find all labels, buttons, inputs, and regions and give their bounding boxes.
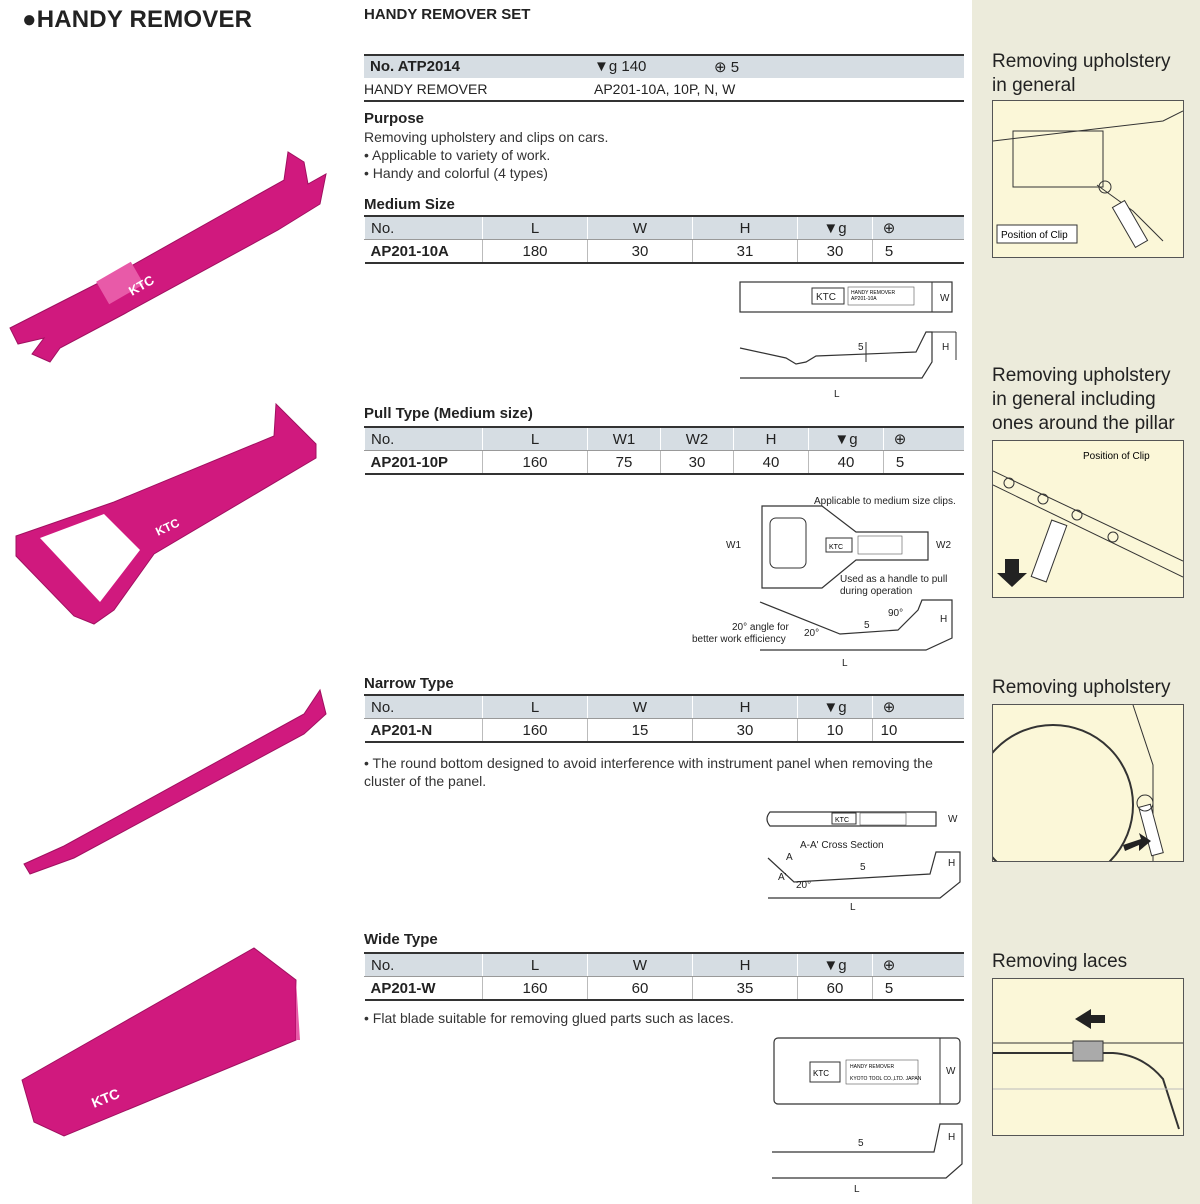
col-qty-icon: ⊕ [873, 953, 906, 977]
usage-illustration-1 [992, 100, 1184, 258]
pull-spec-table [364, 426, 964, 475]
marker-a2: A' [778, 872, 787, 883]
note-deg20: 20° [804, 628, 820, 639]
cell-w1: 75 [588, 451, 661, 475]
note-deg20: 20° [796, 880, 812, 891]
col-l: L [483, 216, 588, 240]
cell-weight: 60 [798, 977, 873, 1001]
cell-h: 31 [693, 240, 798, 264]
label-line1: HANDY REMOVER [851, 290, 896, 296]
usage-illustration-4 [992, 978, 1184, 1136]
col-weight: ▼g [809, 427, 884, 451]
col-weight: ▼g [798, 695, 873, 719]
product-image-medium [4, 140, 344, 380]
cell-l: 160 [483, 977, 588, 1001]
col-w1: W1 [588, 427, 661, 451]
narrow-dimension-drawing [760, 802, 970, 914]
col-w: W [588, 953, 693, 977]
label-line1: HANDY REMOVER [850, 1064, 895, 1070]
cell-l: 180 [483, 240, 588, 264]
cell-l: 160 [483, 451, 588, 475]
usage-caption-1: Position of Clip [1001, 230, 1068, 241]
wide-heading: Wide Type [364, 931, 438, 948]
set-qty: 5 [730, 59, 740, 76]
dim-thickness: 5 [860, 862, 866, 873]
set-weight: 140 [621, 58, 647, 75]
cell-no: AP201-10A [365, 240, 483, 264]
usage-label-1: Removing upholstery in general [992, 51, 1171, 96]
cell-qty: 5 [873, 977, 906, 1001]
cell-qty: 10 [873, 719, 906, 743]
down-arrow-icon [997, 559, 1027, 587]
page-title: ●HANDY REMOVER [22, 6, 253, 33]
wide-note: • Flat blade suitable for removing glued parts such as laces. [364, 1010, 734, 1026]
medium-spec-table [364, 215, 964, 264]
brand-logo: KTC [126, 272, 157, 299]
brand-logo: KTC [153, 515, 182, 539]
purpose-heading: Purpose [364, 110, 425, 127]
product-image-wide [4, 940, 344, 1140]
col-no: No. [365, 953, 483, 977]
cell-no: AP201-10P [365, 451, 483, 475]
product-image-pull [4, 396, 344, 636]
dim-h: H [948, 858, 956, 869]
label-brand: KTC [835, 817, 849, 824]
cell-no: AP201-N [365, 719, 483, 743]
label-brand: KTC [813, 1069, 829, 1078]
purpose-bullet: • Handy and colorful (4 types) [364, 165, 548, 181]
dim-h: H [948, 1132, 956, 1143]
cell-h: 35 [693, 977, 798, 1001]
cell-w2: 30 [661, 451, 734, 475]
narrow-spec-table [364, 694, 964, 743]
col-l: L [483, 427, 588, 451]
box-icon: ⊕ 5 [714, 59, 740, 76]
col-l: L [483, 953, 588, 977]
cell-w: 30 [588, 240, 693, 264]
dim-w: W [940, 293, 950, 304]
usage-caption-2: Position of Clip [1083, 451, 1150, 462]
dim-w1: W1 [726, 540, 741, 551]
set-table-header [364, 54, 964, 78]
usage-illustration-3 [992, 704, 1184, 862]
product-image-narrow [4, 684, 344, 884]
cell-h: 40 [734, 451, 809, 475]
note-handle2: during operation [840, 586, 913, 597]
dim-l: L [842, 658, 848, 669]
col-no: No. [365, 695, 483, 719]
dim-l: L [850, 902, 856, 913]
cell-w: 15 [588, 719, 693, 743]
col-l: L [483, 695, 588, 719]
dim-thickness: 5 [858, 342, 864, 353]
cell-h: 30 [693, 719, 798, 743]
col-w2: W2 [661, 427, 734, 451]
dim-w: W [946, 1066, 956, 1077]
col-w: W [588, 216, 693, 240]
col-w: W [588, 695, 693, 719]
dim-thickness: 5 [858, 1138, 864, 1149]
marker-a: A [786, 852, 793, 863]
purpose-bullet: • Applicable to variety of work. [364, 147, 550, 163]
col-h: H [693, 216, 798, 240]
cell-weight: 10 [798, 719, 873, 743]
label-brand: KTC [816, 292, 836, 303]
col-no: No. [365, 427, 483, 451]
usage-label-3: Removing upholstery [992, 677, 1171, 698]
cell-qty: 5 [884, 451, 917, 475]
cross-section: A-A' Cross Section [800, 840, 884, 851]
set-contents: AP201-10A, 10P, N, W [594, 81, 736, 97]
dim-h: H [940, 614, 948, 625]
set-table [364, 54, 964, 102]
wide-dimension-drawing [766, 1034, 968, 1196]
label-line3: KYOTO TOOL CO.,LTD. JAPAN [850, 1076, 922, 1082]
note-handle1: Used as a handle to pull [840, 574, 948, 585]
pull-dimension-drawing [690, 490, 970, 670]
narrow-note: • The round bottom designed to avoid interference with instrument panel when removing the cluster of the panel. [364, 754, 964, 790]
dim-w: W [948, 814, 958, 825]
usage-label-2: Removing upholstery in general including ones around the pillar [992, 365, 1175, 434]
cell-weight: 40 [809, 451, 884, 475]
note-angle2: better work efficiency [692, 634, 786, 645]
label-line2: AP201-10A [851, 296, 877, 302]
weight-icon: ▼g 140 [594, 58, 647, 75]
cell-no: AP201-W [365, 977, 483, 1001]
label-brand: KTC [829, 544, 843, 551]
wide-spec-table [364, 952, 964, 1001]
set-number: No. ATP2014 [370, 58, 461, 75]
narrow-heading: Narrow Type [364, 675, 454, 692]
cell-l: 160 [483, 719, 588, 743]
medium-dimension-drawing [736, 280, 966, 400]
col-qty-icon: ⊕ [873, 695, 906, 719]
col-h: H [734, 427, 809, 451]
cell-weight: 30 [798, 240, 873, 264]
note-clips: Applicable to medium size clips. [814, 496, 956, 507]
col-h: H [693, 695, 798, 719]
set-title: HANDY REMOVER SET [364, 6, 531, 23]
dim-h: H [942, 342, 950, 353]
left-arrow-icon [1075, 1009, 1105, 1029]
usage-label-4: Removing laces [992, 951, 1128, 972]
dim-w2: W2 [936, 540, 951, 551]
cell-qty: 5 [873, 240, 906, 264]
col-qty-icon: ⊕ [884, 427, 917, 451]
col-weight: ▼g [798, 953, 873, 977]
medium-heading: Medium Size [364, 196, 455, 213]
dim-thickness: 5 [864, 620, 870, 631]
col-weight: ▼g [798, 216, 873, 240]
cell-w: 60 [588, 977, 693, 1001]
note-angle1: 20° angle for [732, 622, 789, 633]
brand-logo: KTC [152, 804, 181, 829]
dim-l: L [834, 389, 840, 400]
note-deg90: 90° [888, 608, 904, 619]
col-qty-icon: ⊕ [873, 216, 906, 240]
set-name: HANDY REMOVER [364, 81, 488, 97]
col-h: H [693, 953, 798, 977]
pull-heading: Pull Type (Medium size) [364, 405, 533, 422]
brand-logo: KTC [89, 1085, 122, 1111]
col-no: No. [365, 216, 483, 240]
set-table-row [364, 78, 964, 102]
usage-illustration-2 [992, 440, 1184, 598]
dim-l: L [854, 1184, 860, 1195]
purpose-line: Removing upholstery and clips on cars. [364, 129, 609, 145]
